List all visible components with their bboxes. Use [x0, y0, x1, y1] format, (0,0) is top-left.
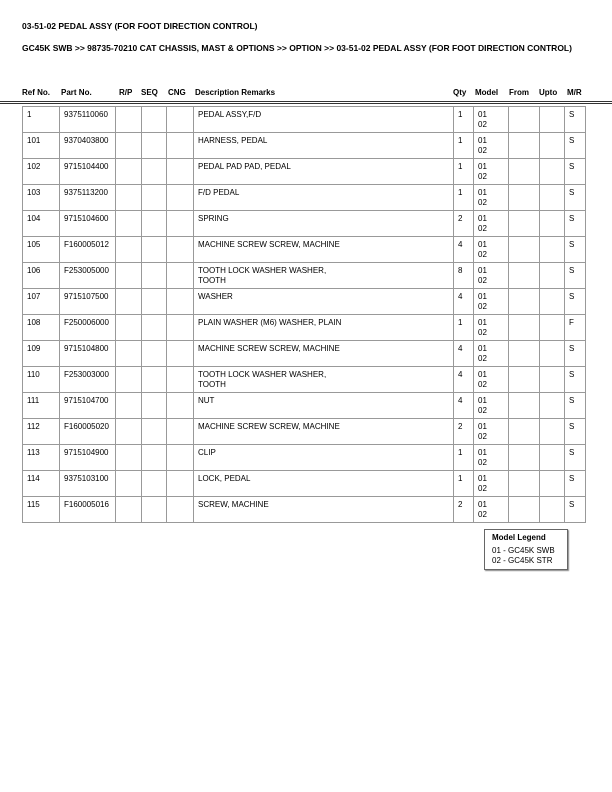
cell-empty — [116, 393, 142, 419]
cell-empty — [509, 393, 540, 419]
column-header: M/R — [567, 88, 582, 97]
cell-empty — [116, 211, 142, 237]
cell-empty — [167, 107, 194, 133]
column-header: SEQ — [141, 88, 158, 97]
cell-desc: PLAIN WASHER (M6) WASHER, PLAIN — [194, 315, 454, 341]
cell-empty — [167, 341, 194, 367]
page-title: 03-51-02 PEDAL ASSY (FOR FOOT DIRECTION CONTROL) — [22, 21, 258, 31]
cell-empty — [116, 341, 142, 367]
cell-empty — [142, 367, 167, 393]
cell-part: F253005000 — [60, 263, 116, 289]
cell-desc: PEDAL PAD PAD, PEDAL — [194, 159, 454, 185]
cell-empty — [540, 159, 565, 185]
column-header: R/P — [119, 88, 133, 97]
cell-qty: 2 — [454, 211, 474, 237]
cell-empty — [167, 315, 194, 341]
model-code: 01 — [478, 422, 487, 431]
model-code: 02 — [478, 198, 487, 207]
cell-part: F160005012 — [60, 237, 116, 263]
column-header: Upto — [539, 88, 558, 97]
model-code: 01 — [478, 188, 487, 197]
cell-empty — [167, 393, 194, 419]
cell-model — [474, 211, 509, 237]
table-row — [23, 107, 586, 133]
model-code: 02 — [478, 328, 487, 337]
cell-mr: S — [565, 289, 586, 315]
cell-qty: 1 — [454, 133, 474, 159]
column-header: Model — [475, 88, 499, 97]
cell-desc: NUT — [194, 393, 454, 419]
model-code: 01 — [478, 318, 487, 327]
legend-item: 01 - GC45K SWB — [492, 546, 555, 555]
model-code: 02 — [478, 224, 487, 233]
cell-model — [474, 471, 509, 497]
model-code: 02 — [478, 458, 487, 467]
cell-ref: 107 — [23, 289, 60, 315]
cell-mr: S — [565, 471, 586, 497]
cell-desc: MACHINE SCREW SCREW, MACHINE — [194, 237, 454, 263]
cell-model — [474, 107, 509, 133]
cell-model — [474, 341, 509, 367]
cell-model — [474, 497, 509, 523]
cell-empty — [509, 445, 540, 471]
cell-empty — [116, 471, 142, 497]
cell-empty — [142, 341, 167, 367]
cell-empty — [167, 289, 194, 315]
cell-empty — [540, 393, 565, 419]
cell-desc: CLIP — [194, 445, 454, 471]
model-code: 01 — [478, 136, 487, 145]
cell-empty — [142, 237, 167, 263]
cell-empty — [509, 185, 540, 211]
cell-qty: 4 — [454, 367, 474, 393]
cell-empty — [540, 367, 565, 393]
cell-empty — [540, 263, 565, 289]
cell-qty: 1 — [454, 315, 474, 341]
cell-empty — [509, 263, 540, 289]
cell-empty — [167, 237, 194, 263]
cell-model — [474, 185, 509, 211]
model-code: 01 — [478, 370, 487, 379]
cell-mr: S — [565, 133, 586, 159]
cell-model — [474, 263, 509, 289]
cell-desc: TOOTH LOCK WASHER WASHER, TOOTH — [194, 367, 454, 393]
cell-model — [474, 289, 509, 315]
cell-ref: 110 — [23, 367, 60, 393]
cell-empty — [540, 211, 565, 237]
model-code: 01 — [478, 500, 487, 509]
cell-model — [474, 367, 509, 393]
cell-mr: S — [565, 367, 586, 393]
cell-part: 9715104700 — [60, 393, 116, 419]
model-code: 01 — [478, 344, 487, 353]
cell-empty — [509, 367, 540, 393]
cell-empty — [142, 289, 167, 315]
column-header: Description Remarks — [195, 88, 276, 97]
cell-empty — [142, 497, 167, 523]
cell-empty — [116, 497, 142, 523]
cell-part: 9375113200 — [60, 185, 116, 211]
cell-empty — [540, 497, 565, 523]
cell-desc: SCREW, MACHINE — [194, 497, 454, 523]
cell-mr: S — [565, 159, 586, 185]
cell-model — [474, 315, 509, 341]
cell-qty: 4 — [454, 341, 474, 367]
cell-mr: S — [565, 445, 586, 471]
model-code: 02 — [478, 250, 487, 259]
model-legend — [484, 529, 568, 570]
model-code: 02 — [478, 510, 487, 519]
cell-empty — [509, 289, 540, 315]
cell-part: 9715104600 — [60, 211, 116, 237]
table-row — [23, 367, 586, 393]
cell-desc: SPRING — [194, 211, 454, 237]
table-row — [23, 185, 586, 211]
cell-mr: S — [565, 497, 586, 523]
legend-title: Model Legend — [492, 533, 546, 542]
cell-empty — [142, 211, 167, 237]
column-header: Qty — [453, 88, 467, 97]
table-row — [23, 159, 586, 185]
cell-model — [474, 393, 509, 419]
cell-ref: 115 — [23, 497, 60, 523]
table-row — [23, 393, 586, 419]
model-code: 02 — [478, 354, 487, 363]
cell-qty: 4 — [454, 289, 474, 315]
table-row — [23, 237, 586, 263]
model-code: 02 — [478, 406, 487, 415]
cell-desc: MACHINE SCREW SCREW, MACHINE — [194, 341, 454, 367]
cell-ref: 105 — [23, 237, 60, 263]
cell-empty — [540, 289, 565, 315]
cell-desc: HARNESS, PEDAL — [194, 133, 454, 159]
cell-mr: S — [565, 237, 586, 263]
cell-empty — [509, 471, 540, 497]
cell-empty — [540, 471, 565, 497]
cell-ref: 1 — [23, 107, 60, 133]
cell-empty — [142, 185, 167, 211]
model-code: 01 — [478, 448, 487, 457]
table-row — [23, 289, 586, 315]
cell-qty: 2 — [454, 419, 474, 445]
model-code: 01 — [478, 214, 487, 223]
cell-desc: PEDAL ASSY,F/D — [194, 107, 454, 133]
cell-ref: 102 — [23, 159, 60, 185]
cell-empty — [167, 263, 194, 289]
cell-empty — [142, 133, 167, 159]
cell-qty: 1 — [454, 185, 474, 211]
cell-empty — [540, 107, 565, 133]
table-row — [23, 263, 586, 289]
cell-empty — [540, 315, 565, 341]
cell-ref: 103 — [23, 185, 60, 211]
model-code: 02 — [478, 432, 487, 441]
model-code: 01 — [478, 266, 487, 275]
cell-desc: LOCK, PEDAL — [194, 471, 454, 497]
cell-mr: S — [565, 419, 586, 445]
cell-model — [474, 237, 509, 263]
cell-empty — [509, 419, 540, 445]
cell-desc: WASHER — [194, 289, 454, 315]
model-code: 02 — [478, 380, 487, 389]
cell-empty — [509, 211, 540, 237]
column-header: CNG — [168, 88, 186, 97]
cell-part: 9375103100 — [60, 471, 116, 497]
model-code: 02 — [478, 146, 487, 155]
cell-empty — [509, 107, 540, 133]
cell-empty — [142, 107, 167, 133]
cell-empty — [167, 133, 194, 159]
cell-model — [474, 445, 509, 471]
cell-mr: S — [565, 211, 586, 237]
cell-empty — [116, 133, 142, 159]
cell-empty — [509, 237, 540, 263]
model-code: 01 — [478, 292, 487, 301]
table-row — [23, 445, 586, 471]
cell-empty — [167, 445, 194, 471]
cell-empty — [116, 289, 142, 315]
legend-item: 02 - GC45K STR — [492, 556, 553, 565]
cell-empty — [142, 445, 167, 471]
parts-table — [22, 106, 586, 523]
column-header: Part No. — [61, 88, 92, 97]
cell-mr: S — [565, 185, 586, 211]
cell-model — [474, 419, 509, 445]
cell-empty — [167, 367, 194, 393]
table-row — [23, 497, 586, 523]
table-row — [23, 133, 586, 159]
header-divider — [0, 101, 612, 104]
cell-part: F250006000 — [60, 315, 116, 341]
model-code: 01 — [478, 162, 487, 171]
cell-part: F253003000 — [60, 367, 116, 393]
table-row — [23, 211, 586, 237]
cell-qty: 8 — [454, 263, 474, 289]
cell-empty — [540, 419, 565, 445]
cell-qty: 2 — [454, 497, 474, 523]
cell-mr: F — [565, 315, 586, 341]
cell-empty — [509, 341, 540, 367]
cell-model — [474, 133, 509, 159]
cell-empty — [142, 393, 167, 419]
cell-empty — [540, 133, 565, 159]
model-code: 02 — [478, 120, 487, 129]
cell-desc: MACHINE SCREW SCREW, MACHINE — [194, 419, 454, 445]
cell-ref: 114 — [23, 471, 60, 497]
cell-desc: F/D PEDAL — [194, 185, 454, 211]
table-row — [23, 341, 586, 367]
cell-empty — [116, 445, 142, 471]
cell-empty — [540, 445, 565, 471]
cell-empty — [116, 367, 142, 393]
table-row — [23, 419, 586, 445]
cell-qty: 1 — [454, 107, 474, 133]
model-code: 02 — [478, 302, 487, 311]
model-code: 02 — [478, 172, 487, 181]
cell-empty — [116, 419, 142, 445]
cell-empty — [142, 263, 167, 289]
cell-ref: 112 — [23, 419, 60, 445]
table-row — [23, 315, 586, 341]
cell-model — [474, 159, 509, 185]
cell-ref: 108 — [23, 315, 60, 341]
cell-ref: 113 — [23, 445, 60, 471]
cell-part: 9715104400 — [60, 159, 116, 185]
column-header: From — [509, 88, 529, 97]
model-code: 02 — [478, 484, 487, 493]
cell-ref: 111 — [23, 393, 60, 419]
cell-part: 9715104900 — [60, 445, 116, 471]
model-code: 01 — [478, 474, 487, 483]
cell-part: F160005016 — [60, 497, 116, 523]
cell-qty: 4 — [454, 393, 474, 419]
cell-empty — [167, 471, 194, 497]
breadcrumb: GC45K SWB >> 98735-70210 CAT CHASSIS, MAST & OPTIONS >> OPTION >> 03-51-02 PEDAL ASSY (FOR FOOT DIRECTION CONTROL) — [22, 43, 572, 53]
cell-part: F160005020 — [60, 419, 116, 445]
cell-empty — [116, 185, 142, 211]
cell-empty — [167, 497, 194, 523]
cell-empty — [116, 107, 142, 133]
cell-ref: 104 — [23, 211, 60, 237]
cell-mr: S — [565, 393, 586, 419]
cell-empty — [142, 419, 167, 445]
model-code: 01 — [478, 240, 487, 249]
cell-empty — [142, 159, 167, 185]
cell-ref: 101 — [23, 133, 60, 159]
cell-part: 9370403800 — [60, 133, 116, 159]
cell-empty — [540, 185, 565, 211]
cell-qty: 1 — [454, 445, 474, 471]
cell-mr: S — [565, 341, 586, 367]
cell-empty — [116, 159, 142, 185]
model-code: 01 — [478, 110, 487, 119]
cell-empty — [142, 471, 167, 497]
cell-empty — [167, 159, 194, 185]
cell-empty — [540, 237, 565, 263]
cell-qty: 4 — [454, 237, 474, 263]
cell-ref: 109 — [23, 341, 60, 367]
cell-ref: 106 — [23, 263, 60, 289]
model-code: 01 — [478, 396, 487, 405]
cell-empty — [167, 419, 194, 445]
cell-qty: 1 — [454, 159, 474, 185]
cell-empty — [167, 185, 194, 211]
cell-part: 9715104800 — [60, 341, 116, 367]
cell-empty — [116, 315, 142, 341]
cell-part: 9715107500 — [60, 289, 116, 315]
cell-empty — [509, 159, 540, 185]
cell-empty — [509, 315, 540, 341]
cell-qty: 1 — [454, 471, 474, 497]
cell-empty — [509, 133, 540, 159]
cell-empty — [540, 341, 565, 367]
cell-mr: S — [565, 107, 586, 133]
cell-empty — [509, 497, 540, 523]
cell-empty — [167, 211, 194, 237]
column-header: Ref No. — [22, 88, 50, 97]
table-row — [23, 471, 586, 497]
cell-desc: TOOTH LOCK WASHER WASHER, TOOTH — [194, 263, 454, 289]
cell-mr: S — [565, 263, 586, 289]
model-code: 02 — [478, 276, 487, 285]
cell-empty — [142, 315, 167, 341]
cell-part: 9375110060 — [60, 107, 116, 133]
cell-empty — [116, 263, 142, 289]
cell-empty — [116, 237, 142, 263]
